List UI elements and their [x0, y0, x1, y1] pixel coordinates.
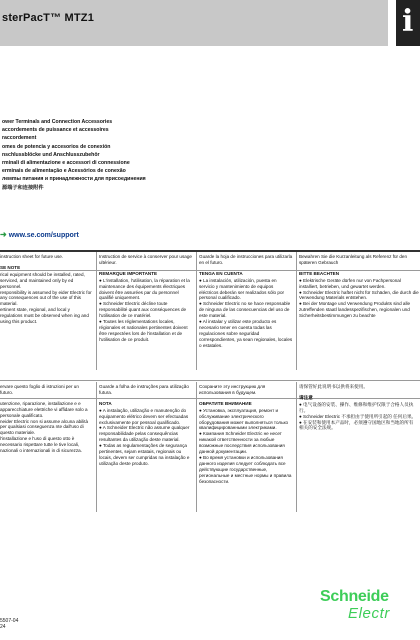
intro-text: Guarde la hoja de instrucciones para utilizarla en el futuro. — [199, 254, 293, 265]
column-divider — [296, 382, 297, 512]
notice-cell-pt — [99, 384, 193, 510]
notice-cell-zh — [299, 384, 417, 510]
title-list — [2, 118, 402, 192]
notice-cell-it — [0, 384, 93, 510]
title-line: erminais de alimentação e Acessórios de conexão — [2, 168, 126, 175]
notice-cell-en — [0, 254, 93, 368]
title-line: nschlussblöcke und Anschlusszubehör — [2, 151, 100, 158]
notice-body: utenzione, riparazione, installazione e e apparecchiature elettriche vi affidare solo a personale qualificato. neider Electric non si assume alcuna abilità per qualsiasi conseguenza nte dall'uso di questo materiale. l'installazione e l'uso di questo otto è necessario rispettare tutte le tive locali, nazionali o internazionali in di sicurezza. — [0, 400, 89, 454]
notice-heading: ОБРАТИТЕ ВНИМАНИЕ — [199, 400, 252, 406]
arrow-right-icon: ➜ — [0, 230, 7, 239]
notice-body: ● A instalação, utilização e manutenção do equipamento elétrico devem ser efectuadas exclusivamente por pessoal qualificado. ● A Schneider Electric não assume qualquer responsabilidade pelas consequências resultantes da utilização deste material. ● Todas as regulamentações de segurança pertinentes, sejam estatais, regionais ou locais, devem ser cumpridas na instalação e utilização deste produto. — [99, 407, 190, 466]
notice-body: ● Elektrische Geräte dürfen nur von Fachpersonal installiert, betrieben, und gewartet werden. ● Schneider Electric haftet nicht für Schäden, die durch die Verwendung Materials entstehen. ● Bei der Montage und Verwendung Produkts sind alle zutreffenden staatl landesspezifischen, regionalen und Sicherheitsbestimmungen zu beachte — [299, 277, 419, 319]
notice-heading: TENGA EN CUENTA — [199, 270, 243, 276]
title-line: omes de potencia y accesorios de conexión — [2, 143, 111, 150]
title-line: accordements de puissance et accessoires — [2, 127, 109, 134]
intro-text: Instruction de service à conserver pour usage ultérieur. — [99, 254, 192, 265]
logo-wordmark: Schneide — [320, 588, 389, 605]
notice-body: ● La instalación, utilización, puesta en servicio y mantenimiento de equipos eléctricos deberán ser realizados sólo por personal cualificado. ● Schneider Electric no se hace responsable de ninguna de las consecuencias del uso de este material. ● Al instalar y utilizar este producto es necesario tener en cuenta todas las regulaciones sobre seguridad correspondientes, ya sean regionales, locales o estatales. — [199, 277, 293, 348]
intro-text: ervare questo foglio di istruzioni per un futuro. — [0, 384, 79, 395]
info-icon: i — [402, 4, 414, 39]
notice-row-1 — [0, 252, 420, 370]
notice-cell-ru — [199, 384, 293, 510]
document-number: 5507-04 — [0, 618, 19, 624]
notice-heading: 请注意 — [299, 394, 313, 400]
support-link[interactable] — [0, 230, 79, 239]
title-line: лемmы питания и принадлежности для присоединения — [2, 176, 146, 183]
intro-text: Bewahren Sie die Kurzanleitung als Referenz für den späteren Gebrauch — [299, 254, 408, 265]
header-bar — [0, 0, 388, 46]
divider-middle — [0, 380, 420, 381]
column-divider — [196, 382, 197, 512]
title-line: raccordement — [2, 135, 37, 142]
intro-text: Guarde a folha de instruções para utilização futura. — [99, 384, 189, 395]
notice-body: ● 电气设备的安装、操作、维修和维护仅限于合格人员执行。 ● Schneider Electric 不承担由于使用所引起的 任何后果。 ● 在安装和使用本产品时，必须遵守国地区和当地的所有相关的安全法规。 — [299, 401, 417, 431]
schneider-electric-logo — [320, 588, 420, 628]
notice-heading: NOTA — [99, 400, 112, 406]
notice-heading: SE NOTE — [0, 264, 21, 270]
notice-body: ● L'installation, l'utilisation, la réparation et la maintenance des équipements électriques doivent être assurées par du personnel qualifié uniquement. ● Schneider Electric décline toute responsabilité quant aux conséquences de l'utilisation de ce matériel. ● Toutes les réglementations locales, régionales et nationales pertinentes doivent être respectées lors de l'installation et de l'utilisation de ce produit. — [99, 277, 190, 342]
intro-text: instruction sheet for future use. — [0, 254, 64, 259]
notice-cell-fr — [99, 254, 193, 368]
logo-subword: Electr — [348, 605, 390, 622]
notice-body: ● Установка, эксплуатация, ремонт и обслуживание электрического оборудования может выполняться только квалифицированными электриками. ● Компания Schneider Electric не несет никакой ответственности за любые возможные последствия использования данной документации. ● Во время установки и использования данного изделия следует соблюдать все действующие государственные, региональные и местные нормы и правила безопасности. — [199, 407, 292, 484]
notice-cell-es — [199, 254, 293, 368]
title-line: 源端子和连接附件 — [2, 184, 44, 191]
info-tab — [396, 0, 420, 46]
title-line: ower Terminals and Connection Accessories — [2, 119, 113, 125]
document-title: sterPacT™ MTZ1 — [2, 12, 95, 24]
notice-cell-de — [299, 254, 420, 368]
document-date: 24 — [0, 624, 6, 630]
support-url[interactable]: www.se.com/support — [8, 232, 79, 239]
notice-heading: REMARQUE IMPORTANTE — [99, 270, 158, 276]
title-line: rminali di alimentazione e accessori di connessione — [2, 160, 130, 167]
document-reference — [0, 618, 18, 630]
notice-row-2 — [0, 382, 420, 512]
column-divider — [96, 382, 97, 512]
intro-text: 请保管好此说明书以供将来使用。 — [299, 384, 368, 389]
notice-heading: BITTE BEACHTEN — [299, 270, 340, 276]
notice-body: rical equipment should be installed, rated, serviced, and maintained only by ed personnel. responsibility is assumed by eider Electric for any consequences out of the use of this material. ertinent state, regional, and local y regulations must be observed when ing and using this product. — [0, 271, 92, 325]
intro-text: Сохраните эту инструкцию для использования в будущем. — [199, 384, 266, 395]
